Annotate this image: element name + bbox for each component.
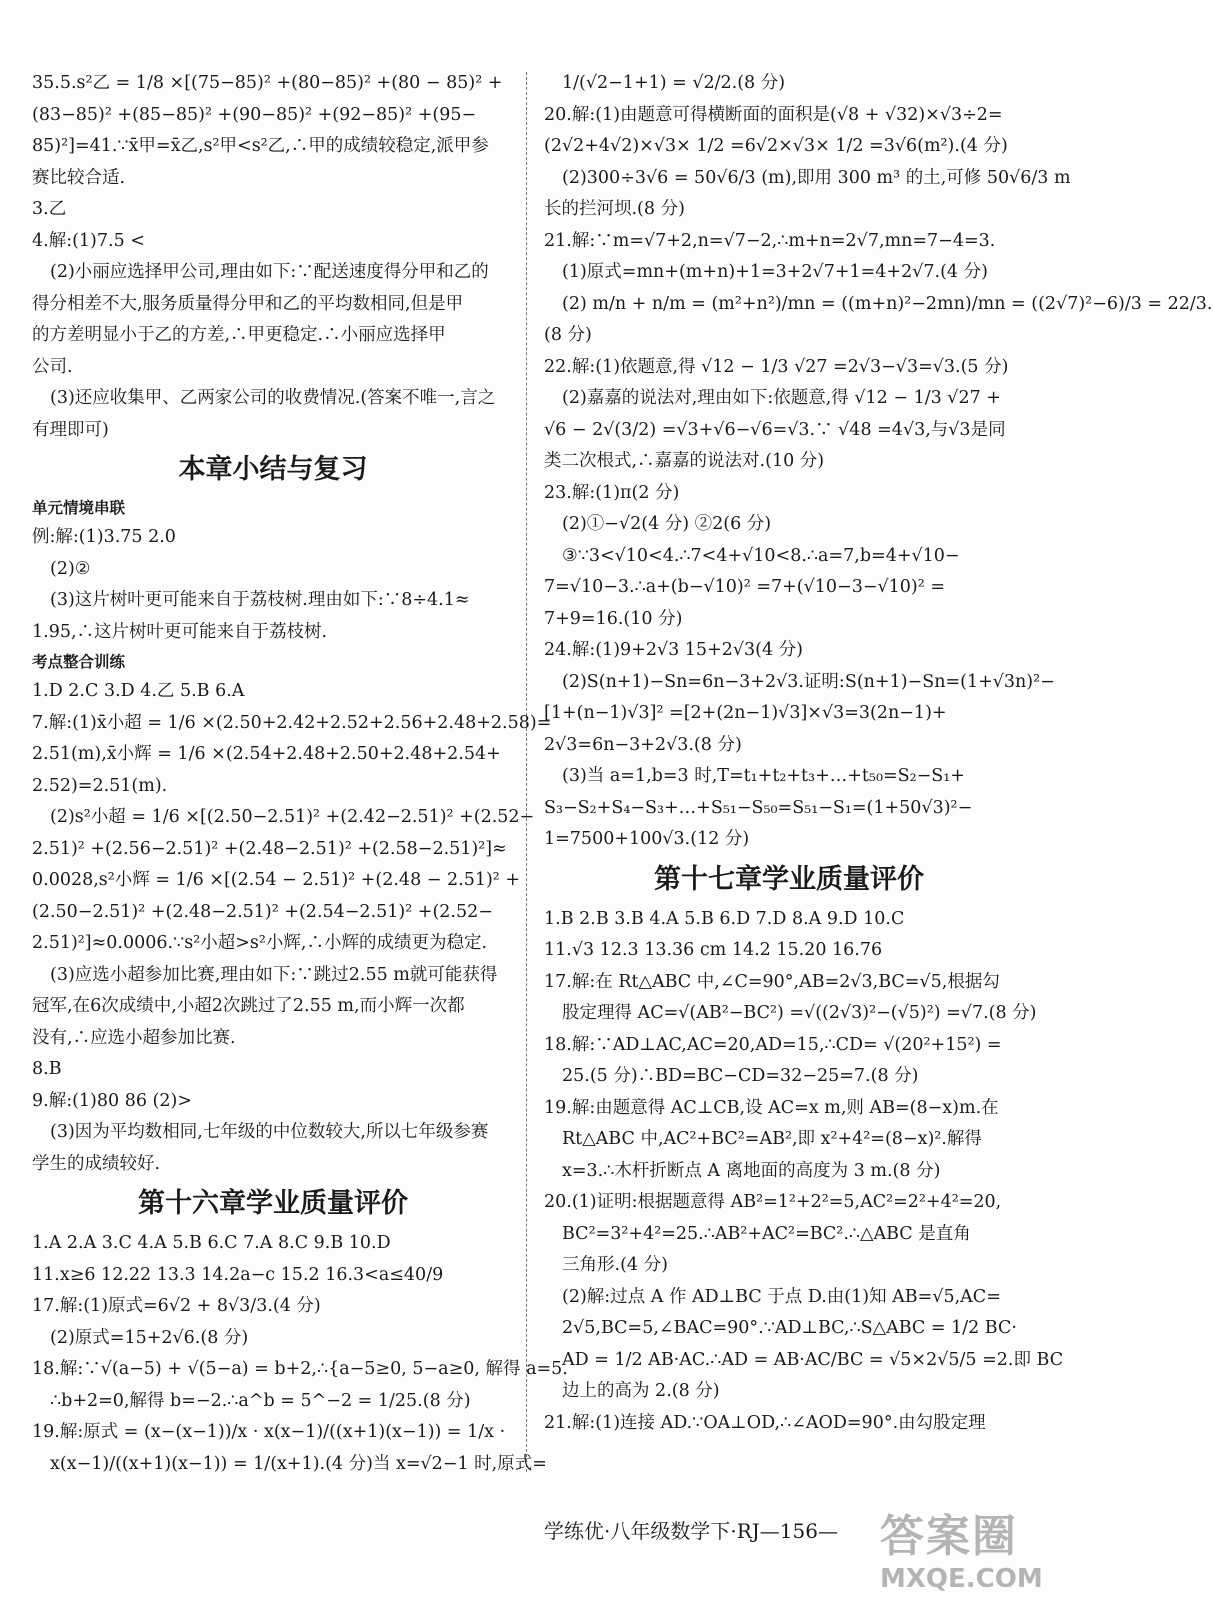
- text-line: (2)嘉嘉的说法对,理由如下:依题意,得 √12 − 1/3 √27 +: [562, 388, 1001, 408]
- text-line: (2)①−√2(4 分) ②2(6 分): [562, 514, 772, 534]
- text-line: AD = 1/2 AB·AC.∴AD = AB·AC/BC = √5×2√5/5 =2.即 BC: [562, 1349, 1064, 1370]
- text-line: (2√2+4√2)×√3× 1/2 =6√2×√3× 1/2 =3√6(m²).(4 分): [544, 136, 1008, 156]
- text-line: 7.解:(1)x̄小超 = 1/6 ×(2.50+2.42+2.52+2.56+2.48+2.58)=: [32, 712, 552, 733]
- section-heading: 第十六章学业质量评价: [138, 1188, 408, 1219]
- watermark-logo: [880, 1500, 1050, 1594]
- text-line: 18.解:∵AD⊥AC,AC=20,AD=15,∴CD= √(20²+15²) =: [544, 1034, 1002, 1055]
- text-line: S₃−S₂+S₄−S₃+…+S₅₁−S₅₀=S₅₁−S₁=(1+50√3)²−: [544, 797, 973, 818]
- text-line: ∴b+2=0,解得 b=−2.∴a^b = 5^−2 = 1/25.(8 分): [50, 1390, 471, 1411]
- text-line: 2√5,BC=5,∠BAC=90°.∵AD⊥BC,∴S△ABC = 1/2 BC·: [562, 1318, 1017, 1338]
- text-line: (1)原式=mn+(m+n)+1=3+2√7+1=4+2√7.(4 分): [562, 262, 988, 282]
- page-footer: 学练优·八年级数学下·RJ—156—: [544, 1519, 838, 1543]
- text-line: 2.51)² +(2.56−2.51)² +(2.48−2.51)² +(2.58−2.51)²]≈: [32, 838, 507, 859]
- text-line: (2) m/n + n/m = (m²+n²)/mn = ((m+n)²−2mn)/mn = ((2√7)²−6)/3 = 22/3.: [562, 293, 1213, 314]
- text-line: BC²=3²+4²=25.∴AB²+AC²=BC².∴△ABC 是直角: [562, 1223, 971, 1244]
- text-line: ③∵3<√10<4.∴7<4+√10<8.∴a=7,b=4+√10−: [562, 545, 960, 566]
- left-column: [32, 68, 568, 1480]
- text-line: 35.5.s²乙 = 1/8 ×[(75−85)² +(80−85)² +(80 − 85)² +: [32, 73, 503, 93]
- text-line: Rt△ABC 中,AC²+BC²=AB²,即 x²+4²=(8−x)².解得: [562, 1129, 982, 1149]
- right-column: [544, 68, 1213, 1439]
- text-line: 1.95,∴这片树叶更可能来自于荔枝树.: [32, 621, 328, 642]
- text-line: 长的拦河坝.(8 分): [544, 199, 685, 219]
- watermark-url: MXQE.COM: [880, 1564, 1043, 1594]
- text-line: 11.√3 12.3 13.36 cm 14.2 15.20 16.76: [544, 940, 883, 960]
- text-line: √6 − 2√(3/2) =√3+√6−√6=√3.∵ √48 =4√3,与√3是同: [544, 419, 1006, 440]
- text-line: 1.B 2.B 3.B 4.A 5.B 6.D 7.D 8.A 9.D 10.C: [544, 908, 905, 929]
- text-line: (2)S(n+1)−Sn=6n−3+2√3.证明:S(n+1)−Sn=(1+√3n)²−: [562, 671, 1055, 692]
- text-line: 7+9=16.(10 分): [544, 608, 683, 629]
- text-line: 24.解:(1)9+2√3 15+2√3(4 分): [544, 640, 803, 660]
- text-line: 2.52)=2.51(m).: [32, 775, 168, 796]
- text-line: 19.解:原式 = (x−(x−1))/x · x(x−1)/((x+1)(x−1)) = 1/x ·: [32, 1422, 506, 1442]
- text-line: 冠军,在6次成绩中,小超2次跳过了2.55 m,而小辉一次都: [32, 996, 465, 1016]
- text-line: 0.0028,s²小辉 = 1/6 ×[(2.54 − 2.51)² +(2.48 − 2.51)² +: [32, 870, 521, 890]
- text-line: (3)这片树叶更可能来自于荔枝树.理由如下:∵8÷4.1≈: [50, 590, 470, 610]
- text-line: 1=7500+100√3.(12 分): [544, 829, 750, 849]
- text-line: 22.解:(1)依题意,得 √12 − 1/3 √27 =2√3−√3=√3.(5 分): [544, 356, 1009, 377]
- text-line: 18.解:∵√(a−5) + √(5−a) = b+2,∴{a−5≥0, 5−a≥0, 解得 a=5.: [32, 1359, 568, 1379]
- text-line: (2)小丽应选择甲公司,理由如下:∵配送速度得分甲和乙的: [50, 262, 489, 282]
- text-line: 1.D 2.C 3.D 4.乙 5.B 6.A: [32, 681, 245, 701]
- text-line: 20.解:(1)由题意可得横断面的面积是(√8 + √32)×√3÷2=: [544, 104, 1003, 125]
- text-line: 有理即可): [32, 419, 109, 440]
- text-line: [1+(n−1)√3]² =[2+(2n−1)√3]×√3=3(2n−1)+: [544, 703, 947, 723]
- text-line: (2)②: [50, 558, 91, 579]
- subsection-heading: 考点整合训练: [32, 653, 126, 671]
- text-line: x=3.∴木杆折断点 A 离地面的高度为 3 m.(8 分): [562, 1160, 941, 1181]
- text-line: 7=√10−3.∴a+(b−√10)² =7+(√10−3−√10)² =: [544, 577, 945, 597]
- column-divider: [526, 72, 527, 1472]
- text-line: 的方差明显小于乙的方差,∴甲更稳定.∴小丽应选择甲: [32, 325, 446, 345]
- text-line: 公司.: [32, 356, 73, 377]
- section-heading: 第十七章学业质量评价: [654, 863, 924, 895]
- text-line: (3)因为平均数相同,七年级的中位数较大,所以七年级参赛: [50, 1122, 489, 1142]
- text-line: (2)300÷3√6 = 50√6/3 (m),即用 300 m³ 的土,可修 50√6/3 m: [562, 167, 1071, 188]
- text-line: 1/(√2−1+1) = √2/2.(8 分): [562, 73, 786, 93]
- text-line: (2)原式=15+2√6.(8 分): [50, 1327, 249, 1348]
- text-line: (3)还应收集甲、乙两家公司的收费情况.(答案不唯一,言之: [50, 388, 496, 408]
- text-line: 21.解:(1)连接 AD.∵OA⊥OD,∴∠AOD=90°.由勾股定理: [544, 1412, 986, 1433]
- text-line: 边上的高为 2.(8 分): [562, 1381, 720, 1401]
- text-line: 类二次根式,∴嘉嘉的说法对.(10 分): [544, 451, 825, 471]
- text-line: (3)当 a=1,b=3 时,T=t₁+t₂+t₃+…+t₅₀=S₂−S₁+: [562, 766, 965, 786]
- text-line: (3)应选小超参加比赛,理由如下:∵跳过2.55 m就可能获得: [50, 964, 498, 985]
- text-line: 没有,∴应选小超参加比赛.: [32, 1027, 236, 1048]
- text-line: 赛比较合适.: [32, 167, 126, 188]
- text-line: 3.乙: [32, 199, 67, 219]
- text-line: 得分相差不大,服务质量得分甲和乙的平均数相同,但是甲: [32, 293, 464, 314]
- text-line: 2√3=6n−3+2√3.(8 分): [544, 734, 742, 755]
- text-line: (83−85)² +(85−85)² +(90−85)² +(92−85)² +(95−: [32, 104, 477, 125]
- text-line: 25.(5 分)∴BD=BC−CD=32−25=7.(8 分): [562, 1066, 919, 1086]
- text-line: 三角形.(4 分): [562, 1255, 668, 1275]
- text-line: 17.解:(1)原式=6√2 + 8√3/3.(4 分): [32, 1296, 321, 1316]
- text-line: 23.解:(1)π(2 分): [544, 482, 680, 503]
- text-line: (2.50−2.51)² +(2.48−2.51)² +(2.54−2.51)² +(2.52−: [32, 901, 493, 922]
- text-line: 学生的成绩较好.: [32, 1153, 161, 1174]
- text-line: 85)²]=41.∵x̄甲=x̄乙,s²甲<s²乙,∴甲的成绩较稳定,派甲参: [32, 136, 489, 156]
- text-line: 2.51)²]≈0.0006.∵s²小超>s²小辉,∴小辉的成绩更为稳定.: [32, 933, 488, 953]
- watermark-text: 答案圈: [880, 1511, 1018, 1562]
- text-line: 20.(1)证明:根据题意得 AB²=1²+2²=5,AC²=2²+4²=20,: [544, 1192, 1002, 1212]
- text-line: 9.解:(1)80 86 (2)>: [32, 1090, 192, 1111]
- text-line: 1.A 2.A 3.C 4.A 5.B 6.C 7.A 8.C 9.B 10.D: [32, 1233, 391, 1253]
- text-line: 17.解:在 Rt△ABC 中,∠C=90°,AB=2√3,BC=√5,根据勾: [544, 971, 1000, 992]
- subsection-heading: 单元情境串联: [32, 499, 126, 517]
- section-heading: 本章小结与复习: [178, 454, 368, 485]
- text-line: 股定理得 AC=√(AB²−BC²) =√((2√3)²−(√5)²) =√7.(8 分): [562, 1003, 1037, 1023]
- text-line: (2)解:过点 A 作 AD⊥BC 于点 D.由(1)知 AB=√5,AC=: [562, 1286, 1001, 1307]
- text-line: 例:解:(1)3.75 2.0: [32, 527, 176, 547]
- text-line: 21.解:∵m=√7+2,n=√7−2,∴m+n=2√7,mn=7−4=3.: [544, 230, 996, 251]
- text-line: 19.解:由题意得 AC⊥CB,设 AC=x m,则 AB=(8−x)m.在: [544, 1097, 999, 1118]
- text-line: (2)s²小超 = 1/6 ×[(2.50−2.51)² +(2.42−2.51)² +(2.52−: [50, 807, 535, 827]
- text-line: 4.解:(1)7.5 <: [32, 230, 145, 251]
- text-line: 2.51(m),x̄小辉 = 1/6 ×(2.54+2.48+2.50+2.48+2.54+: [32, 744, 501, 764]
- text-line: 11.x≥6 12.22 13.3 14.2a−c 15.2 16.3<a≤40/9: [32, 1264, 444, 1285]
- text-line: (8 分): [544, 325, 592, 345]
- text-line: x(x−1)/((x+1)(x−1)) = 1/(x+1).(4 分)当 x=√2−1 时,原式=: [50, 1453, 547, 1474]
- text-line: 8.B: [32, 1059, 62, 1079]
